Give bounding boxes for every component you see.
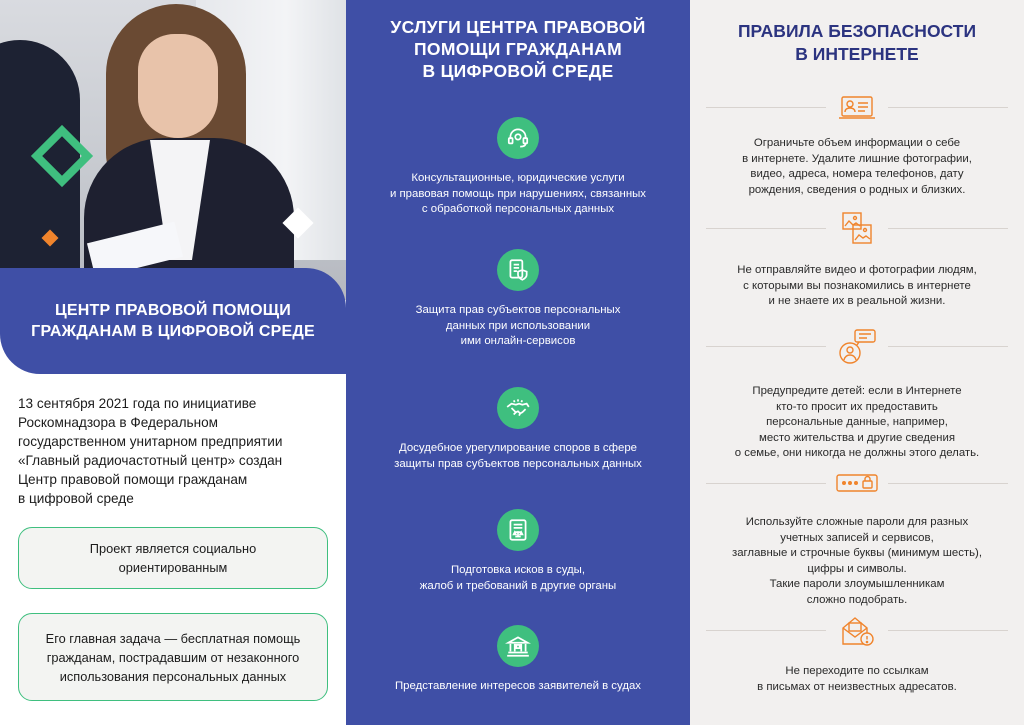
service-line: с обработкой персональных данных: [421, 203, 615, 215]
rule-line: о семье, они никогда не должны этого делать.: [734, 447, 980, 459]
intro-line: «Главный радиочастотный центр» создан: [18, 453, 283, 468]
safety-rules-column: [690, 0, 1024, 725]
rule-line: Используйте сложные пароли для разных: [745, 516, 969, 528]
service-item-lawsuits: [346, 509, 690, 594]
social-project-card: [18, 527, 328, 589]
photos-icon: [837, 211, 877, 247]
service-text: [346, 303, 690, 350]
password-lock-icon: [835, 469, 879, 499]
intro-line: 13 сентября 2021 года по инициативе: [18, 396, 257, 411]
card-line: Проект является социально: [89, 541, 257, 556]
service-line: данных при использовании: [445, 319, 591, 332]
rule-line: персональные данные, например,: [766, 416, 948, 428]
handshake-icon: [497, 387, 539, 429]
safety-title-line: ПРАВИЛА БЕЗОПАСНОСТИ: [737, 21, 977, 41]
services-title-line: УСЛУГИ ЦЕНТРА ПРАВОВОЙ: [390, 17, 646, 37]
rule-line: в интернете. Удалите лишние фотографии,: [742, 152, 972, 165]
service-line: жалоб и требований в другие органы: [419, 579, 617, 592]
center-title-line: ГРАЖДАНАМ В ЦИФРОВОЙ СРЕДЕ: [31, 323, 315, 340]
rule-text: [690, 384, 1024, 462]
rule-line: цифры и символы.: [807, 562, 907, 575]
service-item-pretrial: [346, 387, 690, 472]
rule-line: в письмах от неизвестных адресатов.: [757, 680, 957, 693]
service-text: [346, 441, 690, 472]
intro-line: в цифровой среде: [18, 491, 134, 506]
rule-line: сложно подобрать.: [806, 593, 908, 606]
rule-line: учетных записей и сервисов,: [780, 531, 934, 544]
card-line: ориентированным: [118, 560, 228, 575]
service-line: Защита прав субъектов персональных: [415, 304, 621, 316]
rule-item-limit-info: [690, 94, 1024, 198]
services-title-line: В ЦИФРОВОЙ СРЕДЕ: [422, 61, 614, 81]
service-line: Консультационные, юридические услуги: [411, 172, 625, 184]
service-line: защиты прав субъектов персональных данных: [394, 457, 642, 470]
center-title-banner: [0, 268, 346, 374]
service-item-court-representation: [346, 625, 690, 695]
courthouse-icon: [497, 625, 539, 667]
document-shield-icon: [497, 249, 539, 291]
services-title: [346, 16, 690, 82]
rule-line: Такие пароли злоумышленникам: [769, 578, 945, 590]
rule-line: Ограничьте объем информации о себе: [753, 137, 961, 149]
user-chat-icon: [837, 328, 877, 366]
service-text: [346, 171, 690, 218]
service-line: и правовая помощь при нарушениях, связанных: [389, 187, 647, 200]
safety-rules-title: [690, 20, 1024, 66]
intro-line: Центр правовой помощи гражданам: [18, 472, 248, 487]
rule-text: [690, 664, 1024, 695]
main-task-card: [18, 613, 328, 701]
center-title-line: ЦЕНТР ПРАВОВОЙ ПОМОЩИ: [55, 302, 291, 319]
legal-document-icon: [497, 509, 539, 551]
rule-line: с которыми вы познакомились в интернете: [743, 279, 971, 292]
service-line: Представление интересов заявителей в судах: [394, 680, 641, 692]
rule-line: Предупредите детей: если в Интернете: [752, 385, 962, 397]
card-line: гражданам, пострадавшим от незаконного: [46, 649, 300, 665]
rule-line: кто-то просит их предоставить: [776, 400, 938, 413]
service-text: [346, 679, 690, 695]
safety-title-line: В ИНТЕРНЕТЕ: [795, 44, 919, 64]
rule-line: рождения, сведения о родных и близких.: [748, 183, 966, 196]
service-line: Досудебное урегулирование споров в сфере: [399, 442, 637, 454]
left-column: [0, 0, 346, 725]
center-title: [31, 300, 315, 342]
rule-item-suspicious-links: [690, 614, 1024, 695]
hero-photo: [0, 0, 346, 300]
rule-line: заглавные и строчные буквы (минимум шесть),: [731, 547, 983, 559]
rule-line: и не знаете их в реальной жизни.: [768, 295, 946, 307]
service-text: [346, 563, 690, 594]
rule-text: [690, 263, 1024, 310]
services-column: [346, 0, 690, 725]
service-item-rights-protection: [346, 249, 690, 350]
rule-line: видео, адреса, номера телефонов, дату: [750, 168, 964, 180]
rule-text: [690, 515, 1024, 608]
service-line: Подготовка исков в суды,: [450, 564, 586, 576]
profile-laptop-icon: [837, 94, 877, 122]
rule-line: Не отправляйте видео и фотографии людям,: [737, 264, 977, 276]
mail-warning-icon: [837, 614, 877, 648]
card-line: Его главная задача — бесплатная помощь: [45, 630, 301, 646]
rule-text: [690, 136, 1024, 198]
card-line: использования персональных данных: [59, 668, 287, 684]
rule-item-warn-children: [690, 328, 1024, 462]
rule-item-no-media-to-strangers: [690, 211, 1024, 310]
headset-icon: [497, 117, 539, 159]
intro-line: государственном унитарном предприятии: [18, 434, 283, 449]
rule-line: место жительства и другие сведения: [759, 431, 955, 444]
rule-line: Не переходите по ссылкам: [785, 665, 929, 677]
rule-item-strong-passwords: [690, 469, 1024, 608]
service-line: ими онлайн-сервисов: [460, 335, 576, 347]
intro-line: Роскомнадзора в Федеральном: [18, 415, 219, 430]
intro-paragraph: [18, 394, 336, 508]
services-title-line: ПОМОЩИ ГРАЖДАНАМ: [414, 39, 622, 59]
service-item-consultation: [346, 117, 690, 218]
